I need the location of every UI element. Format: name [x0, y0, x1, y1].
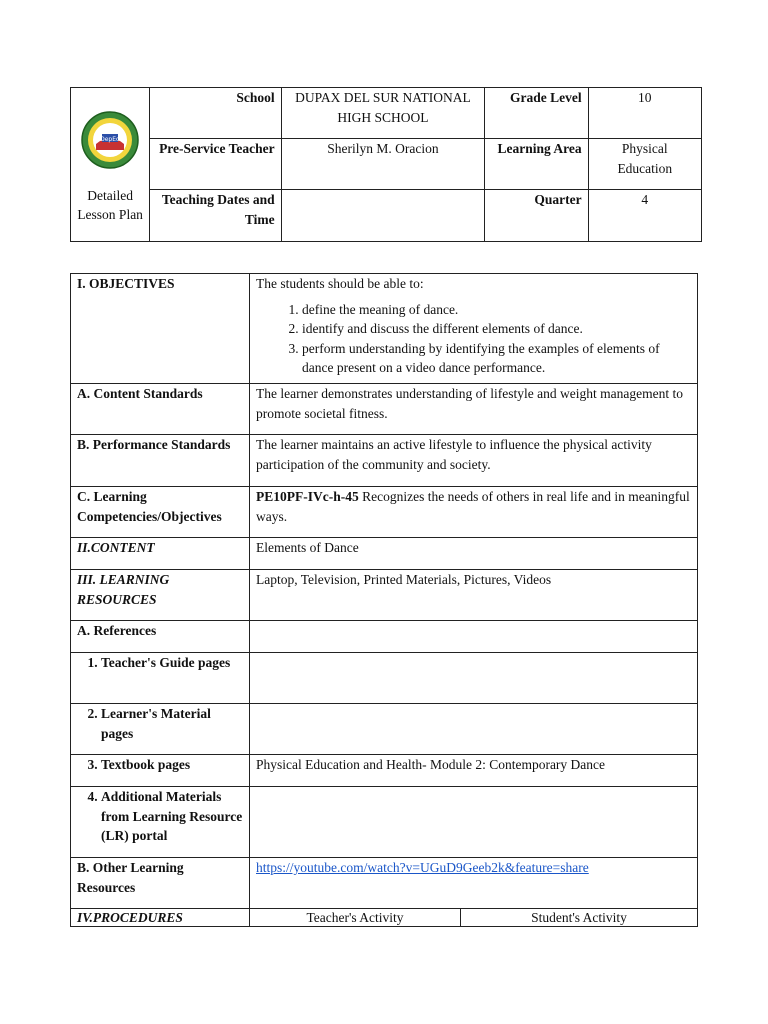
content-label: II.CONTENT — [71, 538, 250, 570]
objective-item: 1. define the meaning of dance. — [302, 300, 691, 320]
references-label: A. References — [71, 621, 250, 653]
learning-resources-label: III. LEARNING RESOURCES — [71, 570, 250, 621]
preservice-value: Sherilyn M. Oracion — [281, 139, 485, 190]
other-resources-label: B. Other Learning Resources — [71, 858, 250, 909]
competency-code: PE10PF-IVc-h-45 — [256, 489, 359, 504]
objectives-label: I. OBJECTIVES — [71, 274, 250, 384]
teacher-activity-header: Teacher's Activity — [250, 909, 461, 927]
reference-label — [71, 704, 250, 755]
student-activity-header: Student's Activity — [461, 909, 698, 927]
header-table — [70, 87, 702, 242]
quarter-value: 4 — [588, 190, 701, 242]
performance-standards-text: The learner maintains an active lifestyle to influence the physical activity participation of the community and society. — [250, 435, 698, 487]
content-text: Elements of Dance — [250, 538, 698, 570]
school-seal-icon — [80, 110, 140, 170]
content-standards-label: A. Content Standards — [71, 384, 250, 435]
objectives-intro: The students should be able to: — [256, 276, 424, 291]
other-resources-row — [71, 858, 698, 909]
reference-label — [71, 653, 250, 704]
grade-level-value: 10 — [588, 88, 701, 139]
school-label: School — [150, 88, 281, 139]
content-standards-text: The learner demonstrates understanding of lifestyle and weight management to promote societal fitness. — [250, 384, 698, 435]
other-resources-value — [250, 858, 698, 909]
school-value: DUPAX DEL SUR NATIONAL HIGH SCHOOL — [281, 88, 485, 139]
performance-standards-label: B. Performance Standards — [71, 435, 250, 487]
objective-item: 3. perform understanding by identifying the examples of elements of dance present on a video dance performance. — [302, 339, 691, 378]
competencies-row — [71, 487, 698, 538]
reference-row — [71, 653, 698, 704]
reference-value — [250, 653, 698, 704]
learning-resources-row — [71, 570, 698, 621]
reference-value: Physical Education and Health- Module 2: Contemporary Dance — [250, 755, 698, 787]
doc-type-label: Detailed Lesson Plan — [77, 187, 143, 223]
reference-value — [250, 787, 698, 858]
reference-value — [250, 704, 698, 755]
lesson-plan-table — [70, 273, 698, 927]
objectives-content — [250, 274, 698, 384]
preservice-label: Pre-Service Teacher — [150, 139, 281, 190]
reference-item-label: 1. Teacher's Guide pages — [101, 653, 243, 673]
logo-cell — [71, 88, 150, 242]
teaching-dates-value — [281, 190, 485, 242]
reference-label — [71, 755, 250, 787]
reference-row — [71, 704, 698, 755]
learning-area-label: Learning Area — [485, 139, 588, 190]
procedures-label: IV.PROCEDURES — [71, 909, 250, 927]
svg-text:DepEd: DepEd — [100, 136, 120, 144]
quarter-label: Quarter — [485, 190, 588, 242]
references-value — [250, 621, 698, 653]
reference-item-label: 3. Textbook pages — [101, 755, 243, 775]
reference-item-label: 4. Additional Materials from Learning Resource (LR) portal — [101, 787, 243, 846]
content-row — [71, 538, 698, 570]
teaching-dates-label: Teaching Dates and Time — [150, 190, 281, 242]
objective-item: 2. identify and discuss the different elements of dance. — [302, 319, 691, 339]
content-standards-row — [71, 384, 698, 435]
grade-level-label: Grade Level — [485, 88, 588, 139]
reference-item-label: 2. Learner's Material pages — [101, 704, 243, 743]
reference-row — [71, 755, 698, 787]
competencies-content — [250, 487, 698, 538]
competency-text: Recognizes the needs of others in real life and in meaningful ways. — [256, 489, 690, 524]
learning-area-value: Physical Education — [588, 139, 701, 190]
procedures-row — [71, 909, 698, 927]
competencies-label: C. Learning Competencies/Objectives — [71, 487, 250, 538]
reference-label — [71, 787, 250, 858]
youtube-link[interactable]: https://youtube.com/watch?v=UGuD9Geeb2k&feature=share — [256, 860, 589, 875]
performance-standards-row — [71, 435, 698, 487]
reference-row — [71, 787, 698, 858]
objectives-list — [256, 300, 691, 378]
references-row — [71, 621, 698, 653]
objectives-row — [71, 274, 698, 384]
learning-resources-text: Laptop, Television, Printed Materials, Pictures, Videos — [250, 570, 698, 621]
